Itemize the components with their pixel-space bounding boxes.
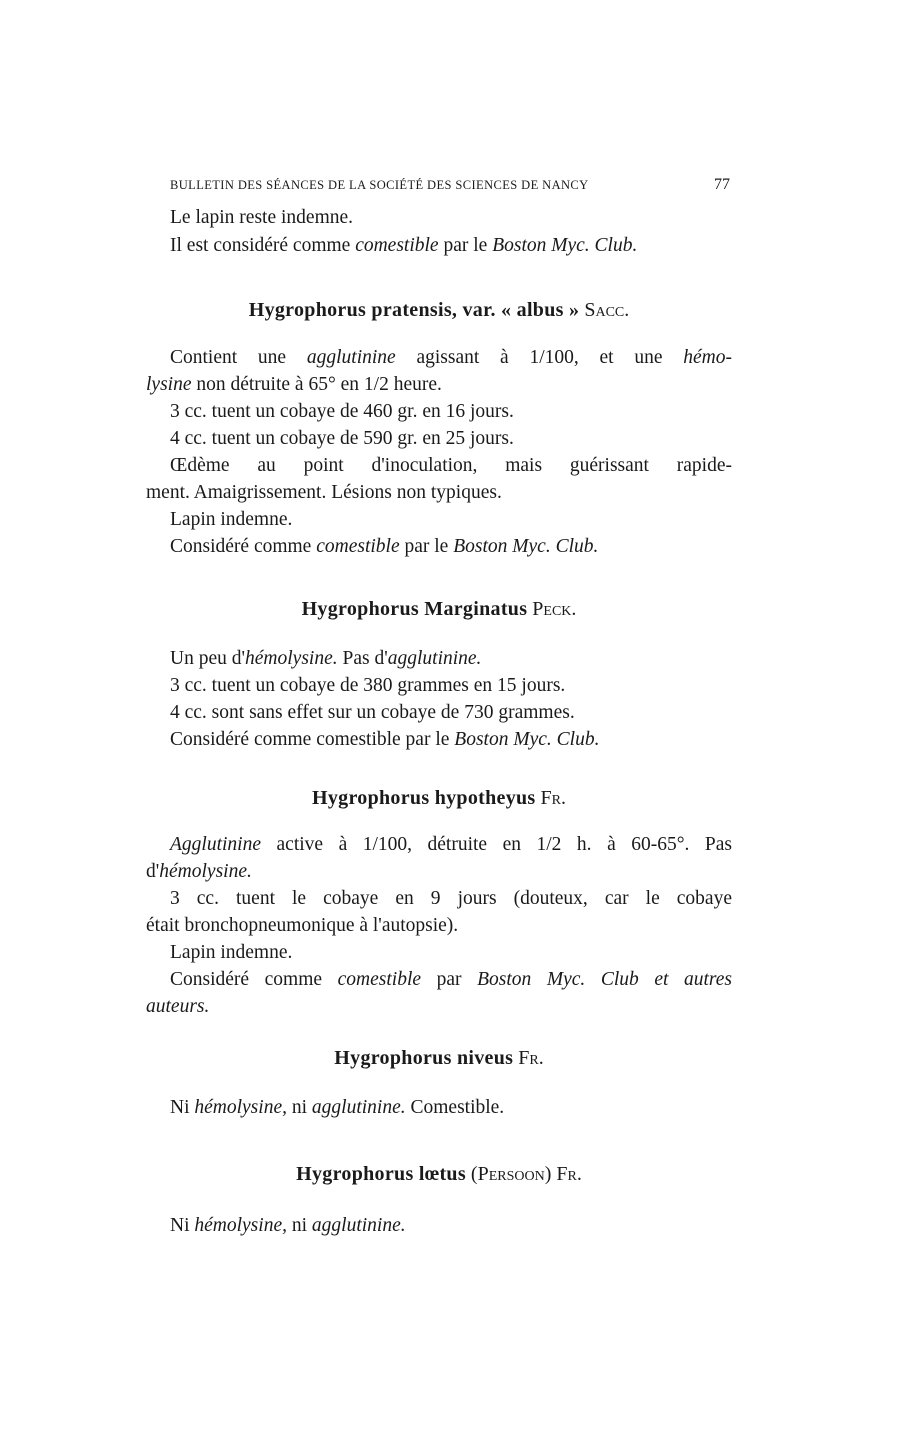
paragraph-line: 4 cc. sont sans effet sur un cobaye de 730 grammes. [170, 702, 575, 723]
paragraph-line: ment. Amaigrissement. Lésions non typiques. [146, 482, 502, 503]
paragraph-line: 3 cc. tuent un cobaye de 380 grammes en 15 jours. [170, 675, 566, 696]
intro-line-1: Le lapin reste indemne. [170, 207, 354, 228]
intro-line-2: Il est considéré comme comestible par le Boston Myc. Club. [170, 235, 638, 256]
paragraph-line: Lapin indemne. [170, 942, 293, 963]
paragraph-line: 3 cc. tuent le cobaye en 9 jours (douteux, car le cobaye [170, 888, 732, 909]
running-title: BULLETIN DES SÉANCES DE LA SOCIÉTÉ DES SCIENCES DE NANCY [170, 178, 589, 192]
paragraph-line: Considéré comme comestible par le Boston Myc. Club. [170, 729, 600, 750]
section-heading-marginatus: Hygrophorus Marginatus Peck. [301, 598, 577, 620]
paragraph-line: 4 cc. tuent un cobaye de 590 gr. en 25 jours. [170, 428, 514, 449]
paragraph-line: Un peu d'hémolysine. Pas d'agglutinine. [170, 648, 482, 669]
paragraph-line: auteurs. [146, 996, 210, 1017]
paragraph-line: Lapin indemne. [170, 509, 293, 530]
paragraph-line: Ni hémolysine, ni agglutinine. [170, 1215, 406, 1236]
paragraph-line: était bronchopneumonique à l'autopsie). [146, 915, 459, 936]
paragraph-line: Contient une agglutinine agissant à 1/100, et une hémo- [170, 347, 733, 368]
paragraph-line: Œdème au point d'inoculation, mais guérissant rapide- [170, 455, 732, 476]
section-heading-hypotheyus: Hygrophorus hypotheyus Fr. [312, 787, 566, 809]
paragraph-line: lysine non détruite à 65° en 1/2 heure. [146, 374, 442, 395]
paragraph-line: 3 cc. tuent un cobaye de 460 gr. en 16 jours. [170, 401, 514, 422]
paragraph-line: Ni hémolysine, ni agglutinine. Comestible. [170, 1097, 505, 1118]
section-heading-pratensis: Hygrophorus pratensis, var. « albus » Sacc. [248, 299, 630, 321]
paragraph-line: d'hémolysine. [146, 861, 252, 882]
paragraph-line: Agglutinine active à 1/100, détruite en 1/2 h. à 60-65°. Pas [170, 834, 732, 855]
paragraph-line: Considéré comme comestible par Boston Myc. Club et autres [170, 969, 733, 990]
section-heading-laetus: Hygrophorus lœtus (Persoon) Fr. [296, 1163, 582, 1185]
paragraph-line: Considéré comme comestible par le Boston Myc. Club. [170, 536, 599, 557]
running-header [170, 178, 730, 193]
page-number: 77 [714, 176, 730, 193]
section-heading-niveus: Hygrophorus niveus Fr. [334, 1047, 544, 1069]
